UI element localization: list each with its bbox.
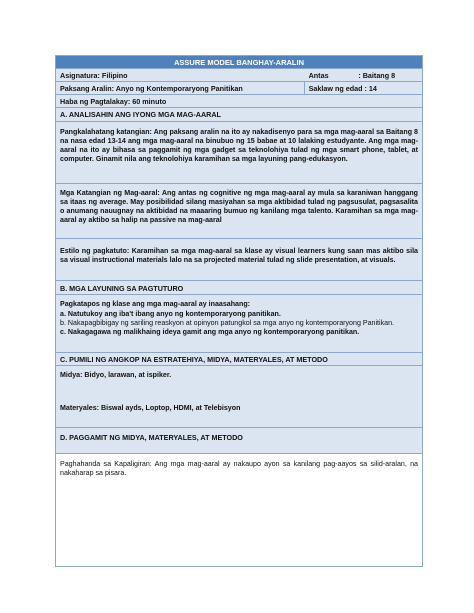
paksang-aralin-cell: Paksang Aralin: Anyo ng Kontemporaryong Panitikan [56, 82, 305, 94]
pangkalahatang-text: Pangkalahatang katangian: Ang paksang aralin na ito ay nakadisenyo para sa mga mag-aaral sa Baitang 8 na nasa edad 13-14 ang mga mag-aaral na binubuo ng 15 babae at 10 lalaking estudyante. Ang mga mag-aaral na ito ay bihasa sa paggamit ng mga gadget sa teknolohiya tulad ng mga smart phone, tablet, at computer. Ginamit nila ang teknolohiya karamihan sa mga layuning pang-edukasyon. [60, 128, 418, 164]
paghahanda-text: Paghahanda sa Kapaligiran: Ang mga mag-aaral ay nakaupo ayon sa kanilang pag-aayos sa silid-aralan, na nakaharap sa pisara. [60, 460, 418, 478]
layunin-c: c. Nakagagawa ng malikhaing ideya gamit ang mga anyo ng kontemporaryong panitikan. [60, 328, 360, 337]
layunin-row [56, 295, 422, 353]
table-title: ASSURE MODEL BANGHAY-ARALIN [56, 56, 422, 69]
saklaw-edad-cell: Saklaw ng edad : 14 [308, 84, 377, 93]
antas-value: : Baitang 8 [358, 71, 396, 80]
info-row-asignatura [56, 69, 422, 82]
katangian-text: Mga Katangian ng Mag-aaral: Ang antas ng cognitive ng mga mag-aaral ay mula sa karaniwan hanggang sa itaas ng average. May posibilidad silang masiyahan sa mga aktibidad tulad ng pagsusulat, pagsasalita o anumang nauugnay na aktibidad na maaaring bumuo ng kanilang mga talento. Karamihan sa mga mag-aaral ay aktibo sa halip na passive na mag-aaral [60, 189, 418, 225]
antas-label: Antas [308, 71, 329, 80]
layunin-b: b. Nakapagbibigay ng sariling reaskyon at opinyon patungkol sa mga anyo ng kontemporaryong Panitikan. [60, 319, 395, 328]
asignatura-cell: Asignatura: Filipino [60, 71, 128, 80]
pangkalahatang-row [56, 122, 422, 184]
midya-text: Midya: Bidyo, larawan, at ispiker. [60, 371, 172, 379]
section-d-heading: D. PAGGAMIT NG MIDYA, MATERYALES, AT METODO [56, 428, 422, 454]
materyales-text: Materyales: Biswal ayds, Loptop, HDMI, at Telebisyon [60, 404, 241, 413]
paghahanda-row [56, 454, 422, 566]
layunin-a: a. Natutukoy ang iba't ibang anyo ng kontemporaryong panitikan. [60, 310, 281, 319]
estilo-text: Estilo ng pagkatuto: Karamihan sa mga mag-aaral sa klase ay visual learners kung saan mas aktibo sila sa visual instructional materials lalo na sa projected material tulad ng slide presentation, at visuals. [60, 247, 418, 265]
section-c-heading: C. PUMILI NG ANGKOP NA ESTRATEHIYA, MIDYA, MATERYALES, AT METODO [56, 353, 422, 366]
katangian-row [56, 184, 422, 239]
haba-row: Haba ng Pagtalakay: 60 minuto [56, 95, 422, 108]
lesson-plan-table [55, 55, 423, 567]
estilo-row [56, 239, 422, 281]
pagkatapos-text: Pagkatapos ng klase ang mga mag-aaral ay inaasahang: [60, 300, 251, 308]
section-a-heading: A. ANALISAHIN ANG IYONG MGA MAG-AARAL [56, 108, 422, 122]
info-row-paksang [56, 82, 422, 95]
midya-row [56, 366, 422, 428]
section-b-heading: B. MGA LAYUNING SA PAGTUTURO [56, 281, 422, 295]
